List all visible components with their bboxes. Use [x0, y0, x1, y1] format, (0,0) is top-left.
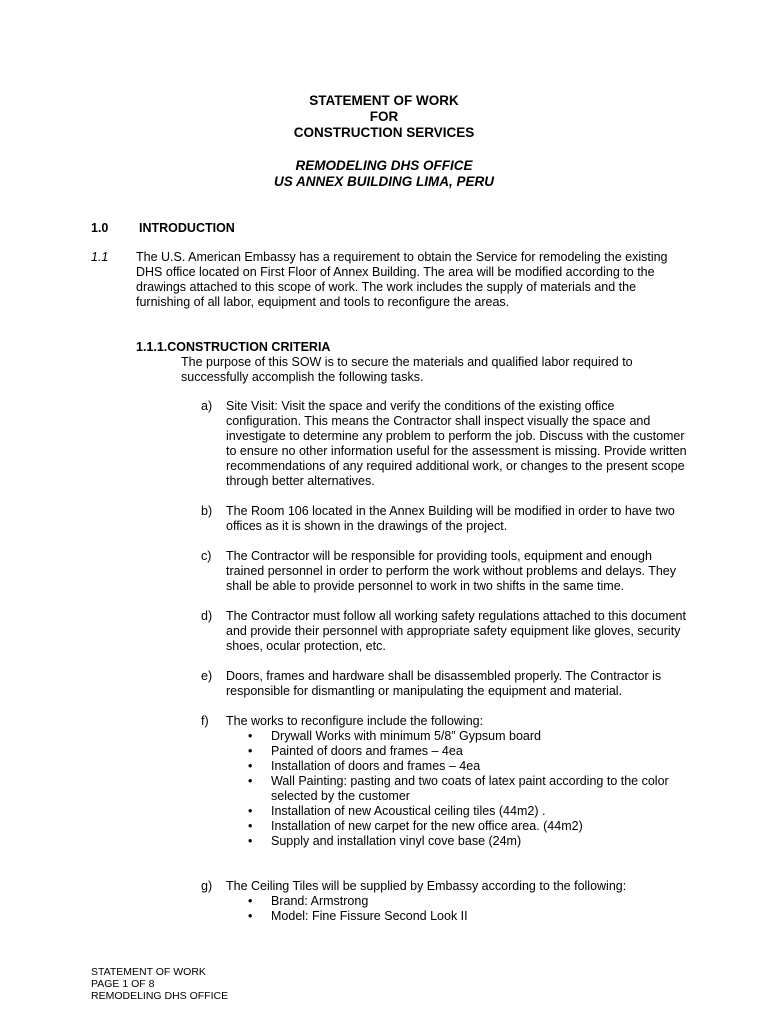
footer-line: REMODELING DHS OFFICE [91, 990, 229, 1002]
title-line: STATEMENT OF WORK [309, 93, 459, 108]
item-text: The works to reconfigure include the following: [226, 714, 484, 728]
subtitle-line: REMODELING DHS OFFICE [295, 158, 473, 173]
list-item [201, 549, 691, 594]
item-letter: f) [201, 714, 209, 728]
bullet-item [226, 804, 691, 819]
item-text: The Room 106 located in the Annex Building will be modified in order to have two offices as it is shown in the drawings of the project. [226, 504, 675, 533]
bullet-icon: • [248, 894, 253, 908]
list-item [201, 609, 691, 654]
bullet-icon: • [248, 729, 253, 743]
section-heading [91, 221, 235, 236]
footer-line: PAGE 1 OF 8 [91, 978, 155, 990]
bullet-icon: • [248, 774, 253, 788]
page-footer [91, 966, 228, 1002]
list-item [201, 399, 691, 489]
title-line: CONSTRUCTION SERVICES [293, 125, 475, 140]
bullet-item [226, 819, 691, 834]
bullet-icon: • [248, 834, 253, 848]
bullet-item [226, 834, 691, 849]
bullet-text: Installation of doors and frames – 4ea [271, 759, 481, 773]
bullet-icon: • [248, 744, 253, 758]
document-title [0, 93, 768, 141]
criteria-intro: The purpose of this SOW is to secure the materials and qualified labor required to successfully accomplish the following tasks. [181, 355, 633, 384]
paragraph-number: 1.1 [91, 250, 109, 264]
ceiling-tiles-bullet-list [226, 894, 691, 924]
criteria-list [201, 399, 691, 939]
item-text: Doors, frames and hardware shall be disassembled properly. The Contractor is responsible for dismantling or manipulating the equipment and material. [226, 669, 662, 698]
bullet-item [226, 759, 691, 774]
bullet-icon: • [248, 804, 253, 818]
list-item [201, 504, 691, 534]
bullet-icon: • [248, 819, 253, 833]
item-letter: d) [201, 609, 213, 623]
bullet-text: Model: Fine Fissure Second Look II [271, 909, 468, 923]
bullet-item [226, 744, 691, 759]
section-number: 1.0 [91, 221, 109, 235]
bullet-text: Drywall Works with minimum 5/8” Gypsum board [271, 729, 541, 743]
bullet-text: Installation of new carpet for the new office area. (44m2) [271, 819, 583, 833]
bullet-item [226, 774, 691, 804]
bullet-icon: • [248, 909, 253, 923]
works-bullet-list [226, 729, 691, 849]
bullet-text: Wall Painting: pasting and two coats of latex paint according to the color selected by the customer [271, 774, 669, 803]
bullet-item [226, 909, 691, 924]
list-item [201, 714, 691, 849]
item-text: The Ceiling Tiles will be supplied by Embassy according to the following: [226, 879, 627, 893]
bullet-text: Painted of doors and frames – 4ea [271, 744, 463, 758]
list-item [201, 879, 691, 924]
item-text: The Contractor will be responsible for providing tools, equipment and enough trained personnel in order to perform the work without problems and delays. They shall be able to provide personnel to work in two shifts in the same time. [226, 549, 677, 593]
bullet-item [226, 729, 691, 744]
subsection-heading: 1.1.1.CONSTRUCTION CRITERIA [136, 340, 331, 354]
paragraph-text: The U.S. American Embassy has a requirement to obtain the Service for remodeling the existing DHS office located on First Floor of Annex Building. The area will be modified according to the drawings attached to this scope of work. The work includes the supply of materials and the furnishing of all labor, equipment and tools to reconfigure the areas. [136, 250, 668, 309]
item-text: The Contractor must follow all working safety regulations attached to this document and provide their personnel with appropriate safety equipment like gloves, security shoes, ocular protection, etc. [226, 609, 686, 653]
title-line: FOR [369, 109, 399, 124]
footer-line: STATEMENT OF WORK [91, 966, 206, 978]
item-text: Site Visit: Visit the space and verify the conditions of the existing office configuration. This means the Contractor shall inspect visually the space and investigate to determine any problem to perform the job. Discuss with the customer to ensure no other information useful for the assessment is missing. Provide written recommendations of any required additional work, or changes to the present scope through better alternatives. [226, 399, 687, 488]
bullet-text: Supply and installation vinyl cove base (24m) [271, 834, 522, 848]
bullet-item [226, 894, 691, 909]
subtitle-line: US ANNEX BUILDING LIMA, PERU [273, 174, 494, 189]
document-subtitle [0, 158, 768, 190]
item-letter: c) [201, 549, 212, 563]
bullet-text: Brand: Armstrong [271, 894, 369, 908]
intro-paragraph [91, 250, 681, 310]
item-letter: a) [201, 399, 213, 413]
section-title: INTRODUCTION [139, 221, 235, 235]
item-letter: b) [201, 504, 213, 518]
item-letter: g) [201, 879, 213, 893]
bullet-text: Installation of new Acoustical ceiling tiles (44m2) . [271, 804, 546, 818]
list-item [201, 669, 691, 699]
bullet-icon: • [248, 759, 253, 773]
item-letter: e) [201, 669, 213, 683]
